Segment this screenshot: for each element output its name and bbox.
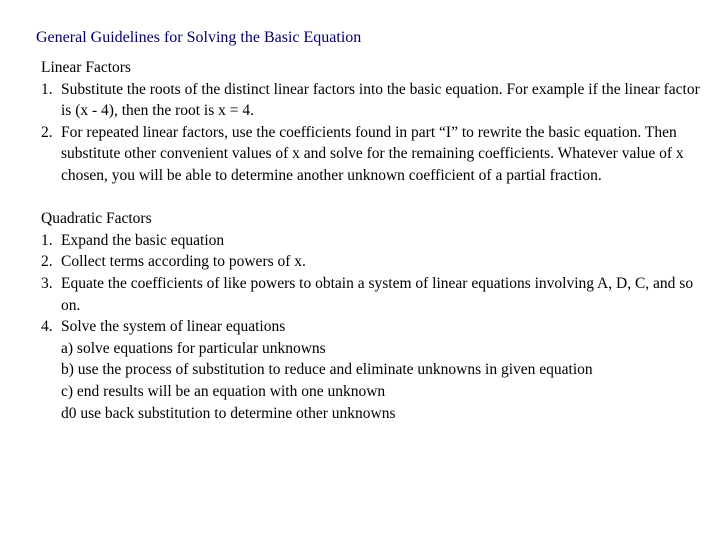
sub-list-item: c) end results will be an equation with one unknown bbox=[61, 382, 386, 400]
item-text: Solve the system of linear equations bbox=[61, 318, 286, 336]
sub-list bbox=[61, 338, 701, 424]
item-number: 4. bbox=[41, 318, 53, 336]
list-item bbox=[41, 122, 701, 187]
list-item bbox=[41, 316, 701, 424]
section-spacer bbox=[41, 187, 701, 209]
quadratic-factors-heading: Quadratic Factors bbox=[41, 210, 152, 228]
item-text: Collect terms according to powers of x. bbox=[61, 253, 306, 271]
sub-list-item: d0 use back substitution to determine other unknowns bbox=[61, 404, 396, 422]
item-number: 1. bbox=[41, 231, 53, 249]
quadratic-factors-list bbox=[41, 230, 701, 424]
item-number: 1. bbox=[41, 80, 53, 98]
item-text: Expand the basic equation bbox=[61, 231, 225, 249]
list-item bbox=[41, 230, 701, 252]
item-number: 2. bbox=[41, 123, 53, 141]
list-item bbox=[41, 251, 701, 273]
slide-title: General Guidelines for Solving the Basic Equation bbox=[36, 29, 362, 46]
item-text: Substitute the roots of the distinct linear factors into the basic equation. For example if the linear factor is (x - 4), then the root is x = 4. bbox=[61, 80, 700, 120]
linear-factors-list bbox=[41, 79, 701, 187]
item-number: 2. bbox=[41, 253, 53, 271]
slide-content bbox=[41, 57, 701, 424]
item-text: Equate the coefficients of like powers to obtain a system of linear equations involving A, D, C, and so on. bbox=[61, 274, 694, 314]
list-item bbox=[41, 273, 701, 316]
list-item bbox=[41, 79, 701, 122]
sub-list-item: b) use the process of substitution to reduce and eliminate unknowns in given equation bbox=[61, 361, 593, 379]
sub-list-item: a) solve equations for particular unknowns bbox=[61, 339, 326, 357]
item-number: 3. bbox=[41, 274, 53, 292]
linear-factors-heading: Linear Factors bbox=[41, 59, 131, 76]
item-text: For repeated linear factors, use the coefficients found in part “I” to rewrite the basic equation. Then substitute other convenient values of x and solve for the remaining coefficients. Whatever value of x chosen, you will be able to determine another unknown coefficient of a partial fraction. bbox=[61, 123, 684, 184]
